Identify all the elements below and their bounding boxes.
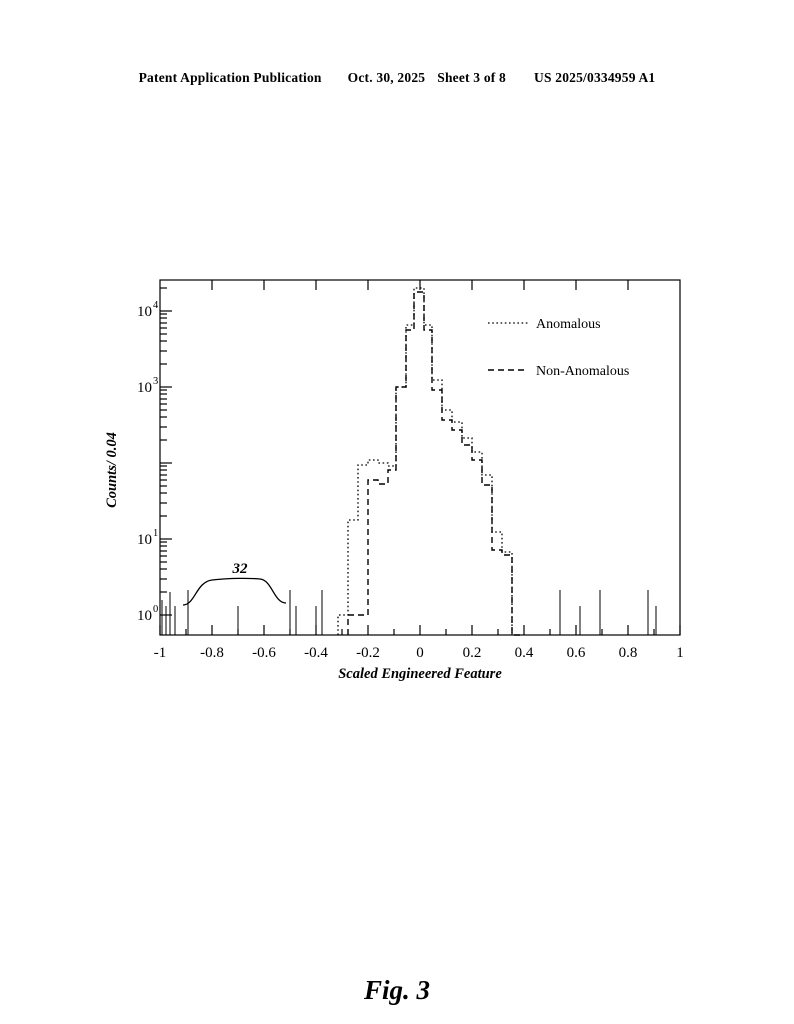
y-tick-exponent: 4 [153,300,159,311]
histogram-chart [100,270,700,690]
y-tick-label: 10 [137,380,152,396]
x-tick-label: -0.8 [200,645,224,661]
x-tick-label: -0.2 [356,645,380,661]
x-axis-ticks [160,280,680,635]
y-tick-labels [137,300,159,624]
legend-label-non-anomalous: Non-Anomalous [536,364,630,379]
figure-area [0,230,794,1005]
annotation-label-32: 32 [232,561,248,577]
y-tick-exponent: 3 [153,376,159,387]
low-count-markers [162,590,656,635]
y-axis-title: Counts/ 0.04 [104,432,120,508]
x-tick-label: -1 [153,645,167,661]
x-tick-label: 0.6 [566,645,586,661]
patent-header [0,70,794,86]
figure-caption: Fig. 3 [363,975,430,1005]
annotation-brace [183,578,286,605]
y-tick-exponent: 0 [153,604,159,615]
x-tick-label: 0.8 [618,645,638,661]
x-tick-label: 0 [416,645,424,661]
x-tick-label: 0.4 [514,645,534,661]
x-tick-label: -0.6 [252,645,276,661]
x-tick-labels [154,645,684,661]
chart-container [100,270,700,690]
x-tick-label: 1 [676,645,684,661]
legend-label-anomalous: Anomalous [536,317,601,332]
header-sheet: Sheet 3 of 8 [437,70,507,85]
plot-frame [160,280,680,635]
x-axis-title: Scaled Engineered Feature [338,666,502,682]
legend [488,317,629,379]
header-date: Oct. 30, 2025 [347,70,426,85]
x-tick-label: 0.2 [462,645,482,661]
y-tick-exponent: 1 [153,528,159,539]
series-non-anomalous [348,292,524,635]
y-tick-label: 10 [137,304,152,320]
y-tick-label: 10 [137,608,152,624]
x-tick-label: -0.4 [304,645,328,661]
y-axis-ticks [160,288,172,615]
series-anomalous [338,288,512,635]
header-patent-number: US 2025/0334959 A1 [534,70,656,85]
y-tick-label: 10 [137,532,152,548]
header-publication: Patent Application Publication [138,70,322,85]
